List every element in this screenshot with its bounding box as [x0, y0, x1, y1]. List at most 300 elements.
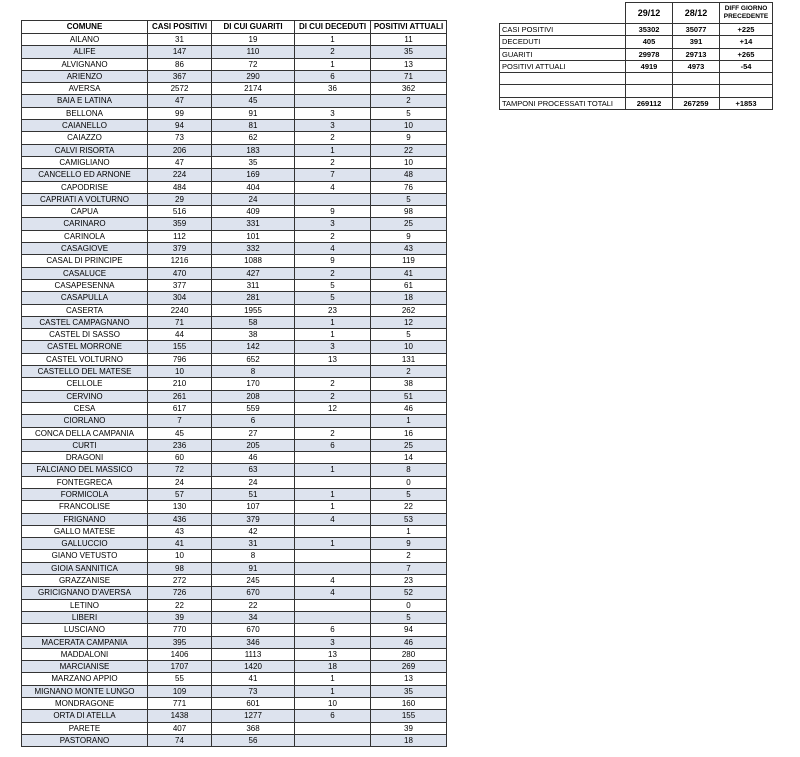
cell-comune: CASTEL DI SASSO [22, 329, 148, 341]
cell-comune: MARCIANISE [22, 661, 148, 673]
cell-casi-positivi: 39 [148, 611, 212, 623]
cell-comune: MARZANO APPIO [22, 673, 148, 685]
cell-deceduti: 18 [295, 661, 371, 673]
cell-positivi-attuali: 131 [371, 353, 447, 365]
cell-casi-positivi: 272 [148, 575, 212, 587]
cell-guariti: 368 [212, 722, 295, 734]
cell-casi-positivi: 2572 [148, 83, 212, 95]
table-row [22, 353, 447, 365]
cell-guariti: 142 [212, 341, 295, 353]
cell-casi-positivi: 74 [148, 734, 212, 746]
cell-casi-positivi: 617 [148, 402, 212, 414]
cell-guariti: 346 [212, 636, 295, 648]
cell-casi-positivi: 377 [148, 279, 212, 291]
cell-deceduti [295, 193, 371, 205]
cell-comune: BELLONA [22, 107, 148, 119]
summary-row [500, 97, 773, 109]
cell-guariti: 41 [212, 673, 295, 685]
cell-comune: CASAPULLA [22, 292, 148, 304]
cell-positivi-attuali: 155 [371, 710, 447, 722]
cell-guariti: 170 [212, 378, 295, 390]
cell-comune: CAIAZZO [22, 132, 148, 144]
cell-comune: CERVINO [22, 390, 148, 402]
summary-value: 35302 [626, 24, 673, 36]
cell-guariti: 652 [212, 353, 295, 365]
cell-comune: PASTORANO [22, 734, 148, 746]
table-row [22, 107, 447, 119]
summary-value: 4919 [626, 60, 673, 72]
summary-header-blank [500, 3, 626, 24]
cell-comune: ALIFE [22, 46, 148, 58]
cell-positivi-attuali: 16 [371, 427, 447, 439]
cell-deceduti [295, 722, 371, 734]
cell-deceduti: 1 [295, 316, 371, 328]
cell-comune: CALVI RISORTA [22, 144, 148, 156]
cell-guariti: 311 [212, 279, 295, 291]
cell-guariti: 332 [212, 243, 295, 255]
table-row [22, 206, 447, 218]
cell-guariti: 8 [212, 366, 295, 378]
cell-comune: FRIGNANO [22, 513, 148, 525]
cell-casi-positivi: 379 [148, 243, 212, 255]
cell-casi-positivi: 10 [148, 550, 212, 562]
table-row [22, 34, 447, 46]
cell-positivi-attuali: 10 [371, 120, 447, 132]
cell-deceduti: 5 [295, 279, 371, 291]
cell-deceduti: 5 [295, 292, 371, 304]
summary-header-date-2: 28/12 [673, 3, 720, 24]
table-row [22, 58, 447, 70]
cell-comune: GIOIA SANNITICA [22, 562, 148, 574]
cell-deceduti [295, 611, 371, 623]
cell-positivi-attuali: 1 [371, 415, 447, 427]
cell-positivi-attuali: 5 [371, 193, 447, 205]
cell-casi-positivi: 24 [148, 476, 212, 488]
table-row [22, 304, 447, 316]
cell-positivi-attuali: 280 [371, 648, 447, 660]
table-row [22, 685, 447, 697]
cell-positivi-attuali: 14 [371, 452, 447, 464]
summary-value: 391 [673, 36, 720, 48]
cell-positivi-attuali: 119 [371, 255, 447, 267]
cell-guariti: 72 [212, 58, 295, 70]
header-positivi-attuali: POSITIVI ATTUALI [371, 21, 447, 34]
summary-row [500, 73, 773, 85]
cell-comune: CASTEL MORRONE [22, 341, 148, 353]
cell-guariti: 379 [212, 513, 295, 525]
cell-casi-positivi: 304 [148, 292, 212, 304]
cell-deceduti: 12 [295, 402, 371, 414]
cell-deceduti: 2 [295, 156, 371, 168]
cell-positivi-attuali: 5 [371, 107, 447, 119]
cell-deceduti: 2 [295, 378, 371, 390]
summary-value [626, 73, 673, 85]
cell-comune: CASTELLO DEL MATESE [22, 366, 148, 378]
cell-comune: CAPODRISE [22, 181, 148, 193]
header-deceduti: DI CUI DECEDUTI [295, 21, 371, 34]
cell-positivi-attuali: 160 [371, 698, 447, 710]
cell-deceduti [295, 550, 371, 562]
cell-comune: GRAZZANISE [22, 575, 148, 587]
table-row [22, 329, 447, 341]
summary-value: 269112 [626, 97, 673, 109]
cell-guariti: 169 [212, 169, 295, 181]
cell-casi-positivi: 1216 [148, 255, 212, 267]
summary-value [720, 85, 773, 97]
cell-comune: CASALUCE [22, 267, 148, 279]
cell-guariti: 331 [212, 218, 295, 230]
cell-deceduti: 7 [295, 169, 371, 181]
cell-deceduti: 1 [295, 673, 371, 685]
summary-value: +265 [720, 48, 773, 60]
cell-guariti: 2174 [212, 83, 295, 95]
cell-casi-positivi: 2240 [148, 304, 212, 316]
table-row [22, 464, 447, 476]
cell-casi-positivi: 1438 [148, 710, 212, 722]
cell-positivi-attuali: 9 [371, 230, 447, 242]
table-row [22, 415, 447, 427]
table-row [22, 316, 447, 328]
cell-casi-positivi: 55 [148, 673, 212, 685]
table-row [22, 525, 447, 537]
summary-value: +225 [720, 24, 773, 36]
cell-casi-positivi: 436 [148, 513, 212, 525]
cell-casi-positivi: 72 [148, 464, 212, 476]
cell-positivi-attuali: 269 [371, 661, 447, 673]
table-row [22, 279, 447, 291]
cell-casi-positivi: 29 [148, 193, 212, 205]
cell-comune: CASERTA [22, 304, 148, 316]
cell-guariti: 1113 [212, 648, 295, 660]
cell-casi-positivi: 236 [148, 439, 212, 451]
table-row [22, 624, 447, 636]
cell-guariti: 110 [212, 46, 295, 58]
cell-comune: GRICIGNANO D'AVERSA [22, 587, 148, 599]
table-row [22, 46, 447, 58]
cell-positivi-attuali: 2 [371, 550, 447, 562]
cell-guariti: 245 [212, 575, 295, 587]
table-row [22, 636, 447, 648]
main-table-header [22, 21, 447, 34]
summary-table-header [500, 3, 773, 24]
cell-positivi-attuali: 12 [371, 316, 447, 328]
cell-positivi-attuali: 1 [371, 525, 447, 537]
table-row [22, 255, 447, 267]
header-guariti: DI CUI GUARITI [212, 21, 295, 34]
cell-comune: CURTI [22, 439, 148, 451]
cell-comune: MADDALONI [22, 648, 148, 660]
municipalities-table [21, 20, 447, 747]
cell-guariti: 35 [212, 156, 295, 168]
table-row [22, 390, 447, 402]
summary-value [720, 73, 773, 85]
cell-deceduti [295, 476, 371, 488]
summary-value: +14 [720, 36, 773, 48]
cell-comune: MONDRAGONE [22, 698, 148, 710]
cell-comune: CASTEL CAMPAGNANO [22, 316, 148, 328]
table-row [22, 341, 447, 353]
cell-positivi-attuali: 46 [371, 636, 447, 648]
cell-casi-positivi: 44 [148, 329, 212, 341]
cell-deceduti: 1 [295, 685, 371, 697]
table-row [22, 698, 447, 710]
cell-deceduti: 1 [295, 34, 371, 46]
cell-guariti: 559 [212, 402, 295, 414]
cell-casi-positivi: 516 [148, 206, 212, 218]
cell-positivi-attuali: 48 [371, 169, 447, 181]
cell-deceduti [295, 415, 371, 427]
table-row [22, 169, 447, 181]
cell-casi-positivi: 43 [148, 525, 212, 537]
cell-positivi-attuali: 53 [371, 513, 447, 525]
cell-comune: LIBERI [22, 611, 148, 623]
header-casi-positivi: CASI POSITIVI [148, 21, 212, 34]
table-row [22, 193, 447, 205]
table-row [22, 267, 447, 279]
table-row [22, 661, 447, 673]
cell-deceduti: 2 [295, 390, 371, 402]
cell-positivi-attuali: 41 [371, 267, 447, 279]
cell-deceduti: 6 [295, 439, 371, 451]
cell-guariti: 101 [212, 230, 295, 242]
cell-guariti: 62 [212, 132, 295, 144]
cell-guariti: 81 [212, 120, 295, 132]
cell-deceduti: 13 [295, 648, 371, 660]
cell-deceduti: 1 [295, 501, 371, 513]
cell-comune: CARINOLA [22, 230, 148, 242]
cell-casi-positivi: 484 [148, 181, 212, 193]
cell-comune: CASAGIOVE [22, 243, 148, 255]
summary-label: POSITIVI ATTUALI [500, 60, 626, 72]
cell-casi-positivi: 407 [148, 722, 212, 734]
cell-guariti: 46 [212, 452, 295, 464]
cell-guariti: 404 [212, 181, 295, 193]
cell-positivi-attuali: 2 [371, 366, 447, 378]
cell-positivi-attuali: 5 [371, 611, 447, 623]
cell-comune: GALLUCCIO [22, 538, 148, 550]
cell-positivi-attuali: 51 [371, 390, 447, 402]
cell-guariti: 51 [212, 488, 295, 500]
cell-guariti: 24 [212, 476, 295, 488]
cell-guariti: 45 [212, 95, 295, 107]
summary-value: 35077 [673, 24, 720, 36]
cell-comune: CELLOLE [22, 378, 148, 390]
cell-deceduti: 10 [295, 698, 371, 710]
cell-positivi-attuali: 38 [371, 378, 447, 390]
table-row [22, 378, 447, 390]
cell-casi-positivi: 359 [148, 218, 212, 230]
table-row [22, 648, 447, 660]
cell-comune: LETINO [22, 599, 148, 611]
cell-casi-positivi: 1707 [148, 661, 212, 673]
cell-deceduti: 23 [295, 304, 371, 316]
table-row [22, 132, 447, 144]
cell-positivi-attuali: 22 [371, 144, 447, 156]
table-row [22, 427, 447, 439]
cell-guariti: 6 [212, 415, 295, 427]
cell-positivi-attuali: 18 [371, 734, 447, 746]
table-row [22, 181, 447, 193]
table-row [22, 611, 447, 623]
cell-deceduti: 4 [295, 243, 371, 255]
cell-guariti: 205 [212, 439, 295, 451]
cell-guariti: 91 [212, 107, 295, 119]
table-row [22, 402, 447, 414]
table-row [22, 550, 447, 562]
table-row [22, 95, 447, 107]
cell-positivi-attuali: 9 [371, 132, 447, 144]
cell-deceduti: 6 [295, 624, 371, 636]
summary-header-diff: DIFF GIORNO PRECEDENTE [720, 3, 773, 24]
cell-guariti: 8 [212, 550, 295, 562]
cell-positivi-attuali: 71 [371, 70, 447, 82]
cell-positivi-attuali: 0 [371, 599, 447, 611]
table-row [22, 366, 447, 378]
cell-deceduti: 6 [295, 70, 371, 82]
cell-comune: CESA [22, 402, 148, 414]
cell-comune: MIGNANO MONTE LUNGO [22, 685, 148, 697]
cell-comune: AVERSA [22, 83, 148, 95]
cell-guariti: 1955 [212, 304, 295, 316]
table-row [22, 439, 447, 451]
table-row [22, 70, 447, 82]
cell-casi-positivi: 726 [148, 587, 212, 599]
cell-guariti: 31 [212, 538, 295, 550]
cell-deceduti: 4 [295, 181, 371, 193]
cell-deceduti: 4 [295, 587, 371, 599]
cell-casi-positivi: 770 [148, 624, 212, 636]
cell-comune: CANCELLO ED ARNONE [22, 169, 148, 181]
cell-guariti: 22 [212, 599, 295, 611]
cell-casi-positivi: 94 [148, 120, 212, 132]
cell-casi-positivi: 147 [148, 46, 212, 58]
cell-deceduti [295, 599, 371, 611]
cell-casi-positivi: 109 [148, 685, 212, 697]
cell-guariti: 63 [212, 464, 295, 476]
cell-positivi-attuali: 13 [371, 673, 447, 685]
cell-guariti: 1277 [212, 710, 295, 722]
cell-casi-positivi: 60 [148, 452, 212, 464]
cell-positivi-attuali: 25 [371, 439, 447, 451]
cell-positivi-attuali: 43 [371, 243, 447, 255]
summary-label: GUARITI [500, 48, 626, 60]
summary-row [500, 24, 773, 36]
cell-positivi-attuali: 262 [371, 304, 447, 316]
cell-deceduti: 3 [295, 107, 371, 119]
cell-guariti: 281 [212, 292, 295, 304]
cell-deceduti: 2 [295, 267, 371, 279]
cell-deceduti [295, 562, 371, 574]
cell-casi-positivi: 47 [148, 156, 212, 168]
cell-deceduti: 1 [295, 464, 371, 476]
cell-comune: CIORLANO [22, 415, 148, 427]
cell-casi-positivi: 45 [148, 427, 212, 439]
table-row [22, 156, 447, 168]
summary-value: 405 [626, 36, 673, 48]
table-row [22, 587, 447, 599]
cell-comune: FONTEGRECA [22, 476, 148, 488]
cell-deceduti: 1 [295, 58, 371, 70]
cell-positivi-attuali: 13 [371, 58, 447, 70]
cell-casi-positivi: 206 [148, 144, 212, 156]
cell-positivi-attuali: 25 [371, 218, 447, 230]
cell-casi-positivi: 57 [148, 488, 212, 500]
cell-comune: MACERATA CAMPANIA [22, 636, 148, 648]
table-row [22, 230, 447, 242]
cell-comune: PARETE [22, 722, 148, 734]
cell-casi-positivi: 395 [148, 636, 212, 648]
cell-positivi-attuali: 46 [371, 402, 447, 414]
cell-deceduti: 2 [295, 46, 371, 58]
cell-comune: ALVIGNANO [22, 58, 148, 70]
summary-label [500, 73, 626, 85]
summary-value: 29713 [673, 48, 720, 60]
cell-casi-positivi: 112 [148, 230, 212, 242]
cell-deceduti: 3 [295, 120, 371, 132]
cell-positivi-attuali: 39 [371, 722, 447, 734]
cell-casi-positivi: 7 [148, 415, 212, 427]
cell-deceduti: 3 [295, 218, 371, 230]
cell-positivi-attuali: 7 [371, 562, 447, 574]
cell-deceduti: 1 [295, 538, 371, 550]
cell-deceduti: 1 [295, 488, 371, 500]
cell-deceduti: 3 [295, 341, 371, 353]
table-row [22, 538, 447, 550]
cell-guariti: 290 [212, 70, 295, 82]
cell-casi-positivi: 41 [148, 538, 212, 550]
cell-positivi-attuali: 35 [371, 685, 447, 697]
cell-comune: CAIANELLO [22, 120, 148, 132]
cell-positivi-attuali: 8 [371, 464, 447, 476]
cell-deceduti [295, 452, 371, 464]
cell-positivi-attuali: 61 [371, 279, 447, 291]
cell-guariti: 670 [212, 624, 295, 636]
cell-deceduti: 13 [295, 353, 371, 365]
cell-deceduti: 3 [295, 636, 371, 648]
cell-comune: FALCIANO DEL MASSICO [22, 464, 148, 476]
cell-comune: DRAGONI [22, 452, 148, 464]
summary-row [500, 36, 773, 48]
cell-comune: GALLO MATESE [22, 525, 148, 537]
summary-label: TAMPONI PROCESSATI TOTALI [500, 97, 626, 109]
cell-positivi-attuali: 362 [371, 83, 447, 95]
cell-guariti: 73 [212, 685, 295, 697]
cell-deceduti: 2 [295, 230, 371, 242]
summary-header-date-1: 29/12 [626, 3, 673, 24]
cell-deceduti: 4 [295, 513, 371, 525]
table-row [22, 218, 447, 230]
cell-casi-positivi: 261 [148, 390, 212, 402]
summary-label [500, 85, 626, 97]
cell-guariti: 58 [212, 316, 295, 328]
table-row [22, 488, 447, 500]
cell-positivi-attuali: 76 [371, 181, 447, 193]
cell-deceduti [295, 366, 371, 378]
cell-deceduti [295, 525, 371, 537]
table-row [22, 120, 447, 132]
cell-comune: BAIA E LATINA [22, 95, 148, 107]
cell-casi-positivi: 470 [148, 267, 212, 279]
table-row [22, 734, 447, 746]
cell-casi-positivi: 31 [148, 34, 212, 46]
cell-positivi-attuali: 9 [371, 538, 447, 550]
summary-value: +1853 [720, 97, 773, 109]
cell-guariti: 1420 [212, 661, 295, 673]
cell-positivi-attuali: 5 [371, 329, 447, 341]
cell-guariti: 107 [212, 501, 295, 513]
cell-casi-positivi: 224 [148, 169, 212, 181]
cell-positivi-attuali: 23 [371, 575, 447, 587]
